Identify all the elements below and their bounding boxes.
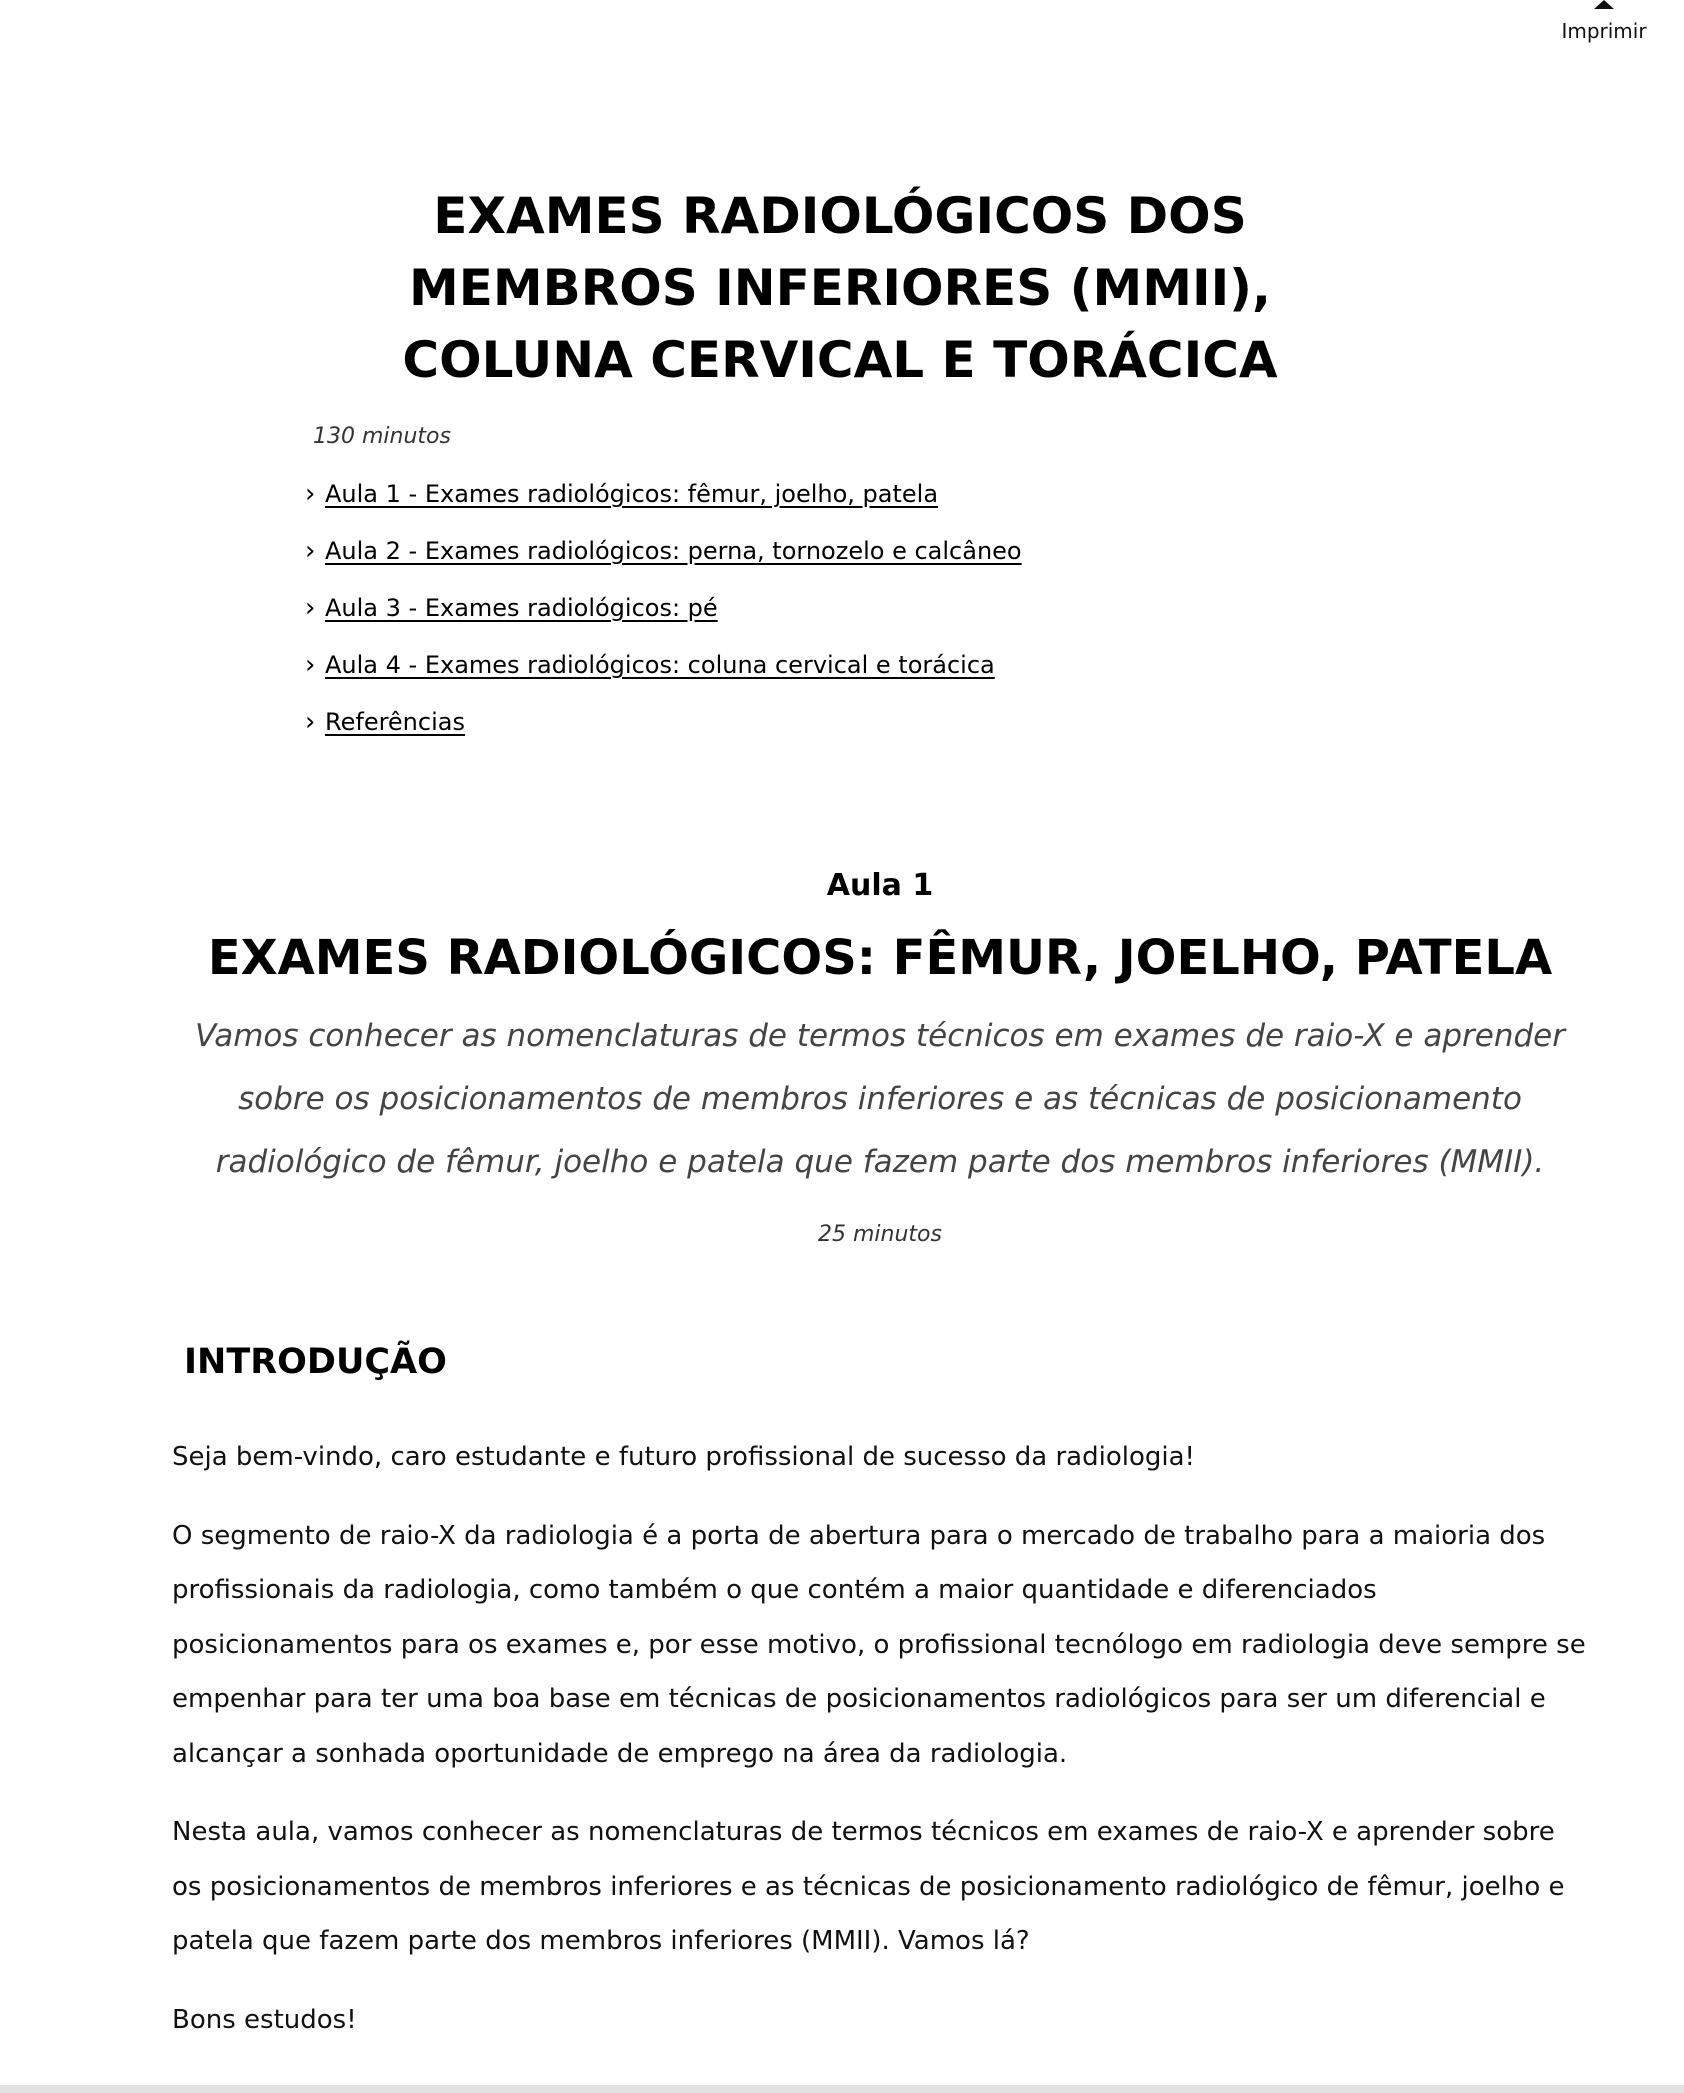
- chevron-right-icon: ›: [305, 593, 316, 623]
- chevron-right-icon: ›: [305, 536, 316, 566]
- toc-item: [305, 594, 1022, 651]
- print-button[interactable]: [1524, 0, 1684, 52]
- chevron-right-icon: ›: [305, 479, 316, 509]
- bottom-divider: [0, 2085, 1684, 2093]
- paragraph: Seja bem-vindo, caro estudante e futuro profissional de sucesso da radiologia!: [172, 1442, 1195, 1472]
- paragraph: Bons estudos!: [172, 2004, 357, 2035]
- lesson-lead: Vamos conhecer as nomenclaturas de termos técnicos em exames de raio-X e aprender sobre os posicionamentos de membros inferiores e as técnicas de posicionamento radiológico de fêmur, joelho e patela que fazem parte dos membros inferiores (MMII).: [195, 1018, 1565, 1180]
- chevron-right-icon: ›: [305, 707, 316, 737]
- toc-link-aula-4[interactable]: Aula 4 - Exames radiológicos: coluna cervical e torácica: [325, 651, 995, 679]
- lesson-duration: 25 minutos: [818, 1222, 942, 1247]
- toc-item: [305, 651, 1022, 708]
- paragraph: O segmento de raio-X da radiologia é a porta de abertura para o mercado de trabalho para a maioria dos profissionais da radiologia, como também o que contém a maior quantidade e diferenciados posicionamentos para os exames e, por esse motivo, o profissional tecnólogo em radiologia deve sempre se empenhar para ter uma boa base em técnicas de posicionamentos radiológicos para ser um diferencial e alcançar a sonhada oportunidade de emprego na área da radiologia.: [172, 1520, 1586, 1769]
- table-of-contents: [305, 480, 1022, 765]
- toc-item: [305, 708, 1022, 765]
- document-duration: 130 minutos: [313, 424, 451, 449]
- section-heading-introducao: INTRODUÇÃO: [184, 1342, 447, 1382]
- document-title: EXAMES RADIOLÓGICOS DOS MEMBROS INFERIORES (MMII), COLUNA CERVICAL E TORÁCICA: [402, 187, 1278, 389]
- chevron-right-icon: ›: [305, 650, 316, 680]
- print-label: Imprimir: [1561, 19, 1647, 43]
- toc-link-aula-2[interactable]: Aula 2 - Exames radiológicos: perna, tornozelo e calcâneo: [325, 537, 1022, 565]
- lesson-kicker: Aula 1: [826, 868, 934, 903]
- toc-link-aula-3[interactable]: Aula 3 - Exames radiológicos: pé: [325, 594, 718, 622]
- toc-link-aula-1[interactable]: Aula 1 - Exames radiológicos: fêmur, joelho, patela: [325, 480, 939, 508]
- caret-up-icon: [1594, 0, 1614, 9]
- intro-body: [172, 1430, 1592, 2071]
- toc-item: [305, 480, 1022, 537]
- lesson-title: EXAMES RADIOLÓGICOS: FÊMUR, JOELHO, PATELA: [207, 930, 1553, 986]
- paragraph: Nesta aula, vamos conhecer as nomenclaturas de termos técnicos em exames de raio-X e aprender sobre os posicionamentos de membros inferiores e as técnicas de posicionamento radiológico de fêmur, joelho e patela que fazem parte dos membros inferiores (MMII). Vamos lá?: [172, 1817, 1565, 1956]
- toc-link-referencias[interactable]: Referências: [325, 708, 465, 736]
- toc-item: [305, 537, 1022, 594]
